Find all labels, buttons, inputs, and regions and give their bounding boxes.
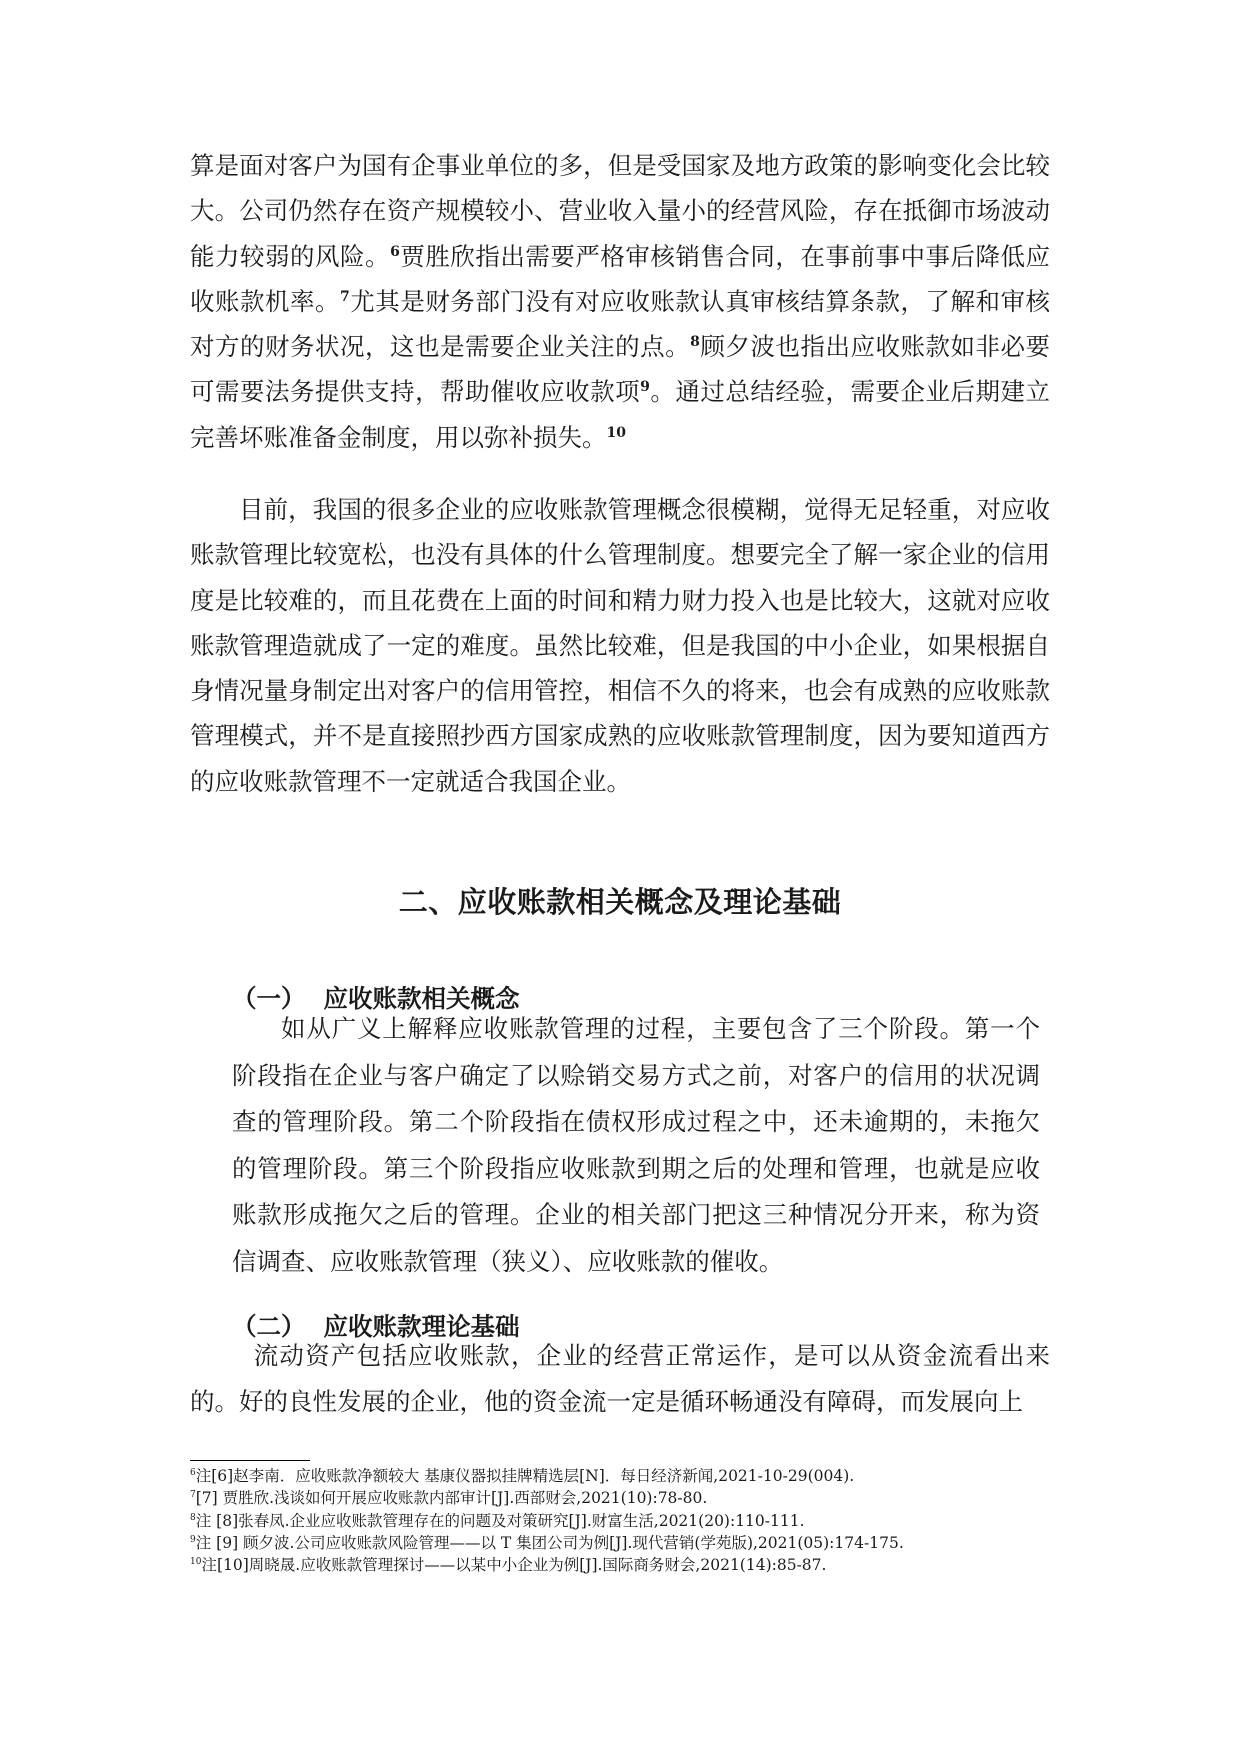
- body-paragraph-4: 流动资产包括应收账款，企业的经营正常运作，是可以从资金流看出来的。好的良性发展的企业，他的资金流一定是循环畅通没有障碍，而发展向上: [190, 1341, 1050, 1416]
- footnote-mark: 8: [190, 1512, 196, 1523]
- footnote-reference: 6: [390, 243, 400, 260]
- footnote-mark: 6: [190, 1468, 196, 1478]
- footnote-text: 注 [8]张春凤.企业应收账款管理存在的问题及对策研究[J].财富生活,2021(20):110-111.: [195, 1511, 805, 1530]
- footnotes-list: [190, 1465, 1090, 1576]
- footnote-mark: 7: [190, 1490, 196, 1501]
- footnote-text: 注[10]周晓晟.应收账款管理探讨——以某中小企业为例[J].国际商务财会,2021(14):85-87.: [201, 1556, 827, 1575]
- footnote-item: [190, 1532, 1090, 1554]
- paragraph-text-segment: 算是面对客户为国有企事业单位的多，但是受国家及地方政策的影响变化会比较大。公司仍然存在资产规模较小、营业收入量小的经营风险，存在抵御市场波动能力较弱的风险。: [190, 151, 1050, 271]
- footnote-mark: 9: [190, 1534, 196, 1545]
- paragraph-text-segment: 顾夕波也指出应收账款如非必要可需要法务提供支持，帮助催收应收款项: [190, 332, 1051, 407]
- footnote-separator: [190, 1460, 310, 1461]
- section-heading: 二、应收账款相关概念及理论基础: [398, 885, 842, 919]
- footnote-reference: 7: [340, 288, 350, 305]
- footnote-item: [190, 1465, 1090, 1487]
- footnote-reference: 10: [606, 424, 626, 441]
- footnote-item: [190, 1487, 1090, 1509]
- subsection-number: （一）: [232, 984, 306, 1013]
- footnote-item: [190, 1554, 1090, 1576]
- footnote-text: 注 [9] 顾夕波.公司应收账款风险管理——以 T 集团公司为例[J].现代营销(学苑版),2021(05):174-175.: [195, 1533, 904, 1552]
- footnote-reference: 9: [640, 379, 650, 396]
- subsection-number: （二）: [232, 1312, 306, 1341]
- paragraph-text-segment: 尤其是财务部门没有对应收账款认真审核结算条款，了解和审核对方的财务状况，这也是需要企业关注的点。: [190, 286, 1050, 362]
- paragraph-text-segment: 。通过总结经验，需要企业后期建立完善坏账准备金制度，用以弥补损失。: [190, 377, 1051, 452]
- footnote-text: [7] 贾胜欣.浅谈如何开展应收账款内部审计[J].西部财会,2021(10):78-80.: [195, 1489, 708, 1508]
- footnote-text: 注[6]赵李南．应收账款净额较大 基康仪器拟挂牌精选层[N]．每日经济新闻,2021-10-29(004).: [195, 1467, 855, 1485]
- subsection-title: 应收账款理论基础: [323, 1312, 520, 1341]
- footnote-mark: 10: [190, 1557, 202, 1568]
- body-paragraph-2: 目前，我国的很多企业的应收账款管理概念很模糊，觉得无足轻重，对应收账款管理比较宽松，也没有具体的什么管理制度。想要完全了解一家企业的信用度是比较难的，而且花费在上面的时间和精力财力投入也是比较大，这就对应收账款管理造就成了一定的难度。虽然比较难，但是我国的中小企业，如果根据自身情况量身制定出对客户的信用管控，相信不久的将来，也会有成熟的应收账款管理模式，并不是直接照抄西方国家成熟的应收账款管理制度，因为要知道西方的应收账款管理不一定就适合我国企业。: [190, 495, 1050, 796]
- footnote-item: [190, 1510, 1090, 1532]
- subsection-title: 应收账款相关概念: [323, 984, 520, 1013]
- paragraph-text-segment: 贾胜欣指出需要严格审核销售合同，在事前事中事后降低应收账款机率。: [190, 241, 1051, 316]
- body-paragraph-3: 如从广义上解释应收账款管理的过程，主要包含了三个阶段。第一个阶段指在企业与客户确定了以赊销交易方式之前，对客户的信用的状况调查的管理阶段。第二个阶段指在债权形成过程之中，还未逾期的，未拖欠的管理阶段。第三个阶段指应收账款到期之后的处理和管理，也就是应收账款形成拖欠之后的管理。企业的相关部门把这三种情况分开来，称为资信调查、应收账款管理（狭义）、应收账款的催收。: [232, 1014, 1040, 1276]
- body-paragraph-1: [190, 143, 1050, 460]
- footnote-reference: 8: [690, 334, 700, 351]
